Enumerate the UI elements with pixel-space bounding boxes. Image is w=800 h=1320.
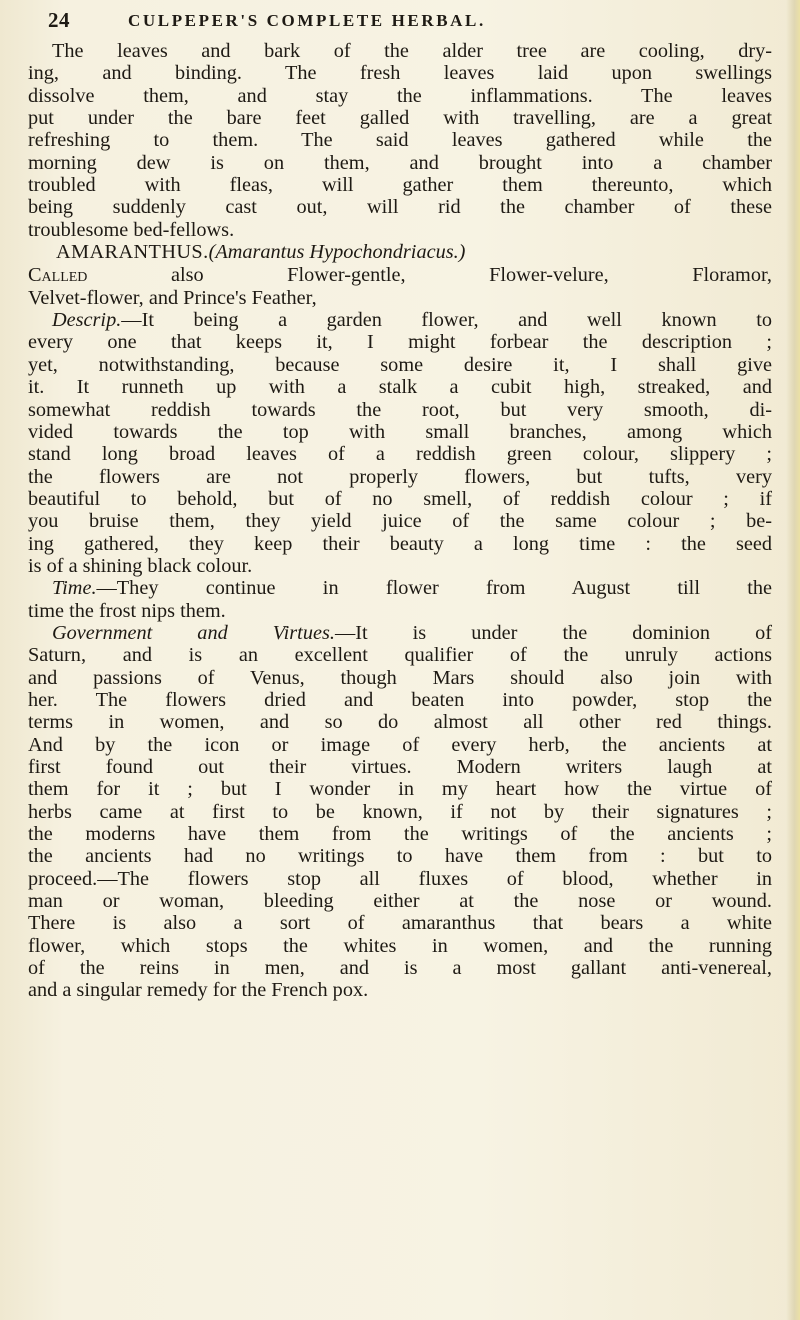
text-line (28, 264, 772, 286)
text-line: the moderns have them from the writings of the ancients ; (28, 823, 772, 846)
text-line: the ancients had no writings to have them from : but to (28, 845, 772, 868)
text-line: vided towards the top with small branches, among which (28, 420, 772, 443)
text-line: somewhat reddish towards the root, but very smooth, di- (28, 398, 772, 421)
text-line: them for it ; but I wonder in my heart how the virtue of (28, 778, 772, 801)
alder-paragraph (28, 40, 772, 241)
called-paragraph (28, 264, 772, 309)
time-paragraph (28, 577, 772, 622)
text-line: troubled with fleas, will gather them thereunto, which (28, 174, 772, 197)
time-text: —They continue in flower from August till the (96, 577, 772, 600)
text-line (28, 309, 772, 331)
entry-title: AMARANTHUS. (56, 241, 209, 264)
page-edge-shading (786, 0, 800, 1320)
text-line: being suddenly cast out, will rid the chamber of these (28, 196, 772, 219)
government-label: Government and Virtues. (52, 621, 335, 644)
entry-heading (28, 241, 772, 263)
called-text: also Flower-gentle, Flower-velure, Floramor, (170, 264, 772, 287)
description-paragraph (28, 309, 772, 577)
text-line: The leaves and bark of the alder tree are cooling, dry- (52, 40, 772, 62)
text-line: ing, and binding. The fresh leaves laid upon swellings (28, 62, 772, 85)
description-text: —It being a garden flower, and well known to (121, 309, 772, 332)
text-line: man or woman, bleeding either at the nose or wound. (28, 890, 772, 913)
text-line: first found out their virtues. Modern writers laugh at (28, 756, 772, 778)
page-body (28, 40, 772, 1002)
text-line: Saturn, and is an excellent qualifier of the unruly actions (28, 644, 772, 667)
text-line: the flowers are not properly flowers, but tufts, very (28, 465, 772, 488)
text-line: And by the icon or image of every herb, the ancients at (28, 733, 772, 756)
government-text: —It is under the dominion of (334, 621, 772, 644)
text-line: you bruise them, they yield juice of the same colour ; be- (28, 510, 772, 533)
time-label: Time. (52, 577, 97, 600)
page-number: 24 (48, 8, 70, 32)
text-line: stand long broad leaves of a reddish green colour, slippery ; (28, 443, 772, 466)
text-line: morning dew is on them, and brought into a chamber (28, 151, 772, 174)
text-line: proceed.—The flowers stop all fluxes of blood, whether in (28, 867, 772, 890)
text-line: ing gathered, they keep their beauty a long time : the seed (28, 532, 772, 555)
page-header (48, 8, 748, 42)
text-line: is of a shining black colour. (28, 554, 253, 577)
text-line: every one that keeps it, I might forbear the description ; (28, 331, 772, 354)
running-head: CULPEPER'S COMPLETE HERBAL. (128, 11, 486, 30)
text-line: and a singular remedy for the French pox. (28, 979, 369, 1002)
text-line (28, 577, 772, 599)
text-line: dissolve them, and stay the inflammations. The leaves (28, 84, 772, 107)
text-line: herbs came at first to be known, if not by their signatures ; (28, 800, 772, 823)
text-line: put under the bare feet galled with travelling, are a great (28, 107, 772, 130)
text-line (28, 622, 772, 644)
government-paragraph (28, 622, 772, 1002)
text-line: Velvet-flower, and Prince's Feather, (28, 286, 317, 309)
text-line: it. It runneth up with a stalk a cubit high, streaked, and (28, 376, 772, 399)
text-line: yet, notwithstanding, because some desire it, I shall give (28, 353, 772, 376)
text-line: of the reins in men, and is a most gallant anti-venereal, (28, 957, 772, 980)
text-line: her. The flowers dried and beaten into powder, stop the (28, 688, 772, 711)
text-line: refreshing to them. The said leaves gathered while the (28, 129, 772, 152)
latin-name: (Amarantus Hypochondriacus.) (208, 241, 466, 264)
text-line: flower, which stops the whites in women, and the running (28, 934, 772, 957)
called-word: Called (28, 264, 88, 287)
text-line: troublesome bed-fellows. (28, 218, 235, 241)
text-line: There is also a sort of amaranthus that bears a white (28, 912, 772, 935)
text-line: beautiful to behold, but of no smell, of reddish colour ; if (28, 487, 772, 510)
text-line: and passions of Venus, though Mars should also join with (28, 666, 772, 689)
text-line: terms in women, and so do almost all other red things. (28, 711, 772, 734)
description-label: Descrip. (52, 309, 122, 332)
text-line: time the frost nips them. (28, 599, 226, 622)
